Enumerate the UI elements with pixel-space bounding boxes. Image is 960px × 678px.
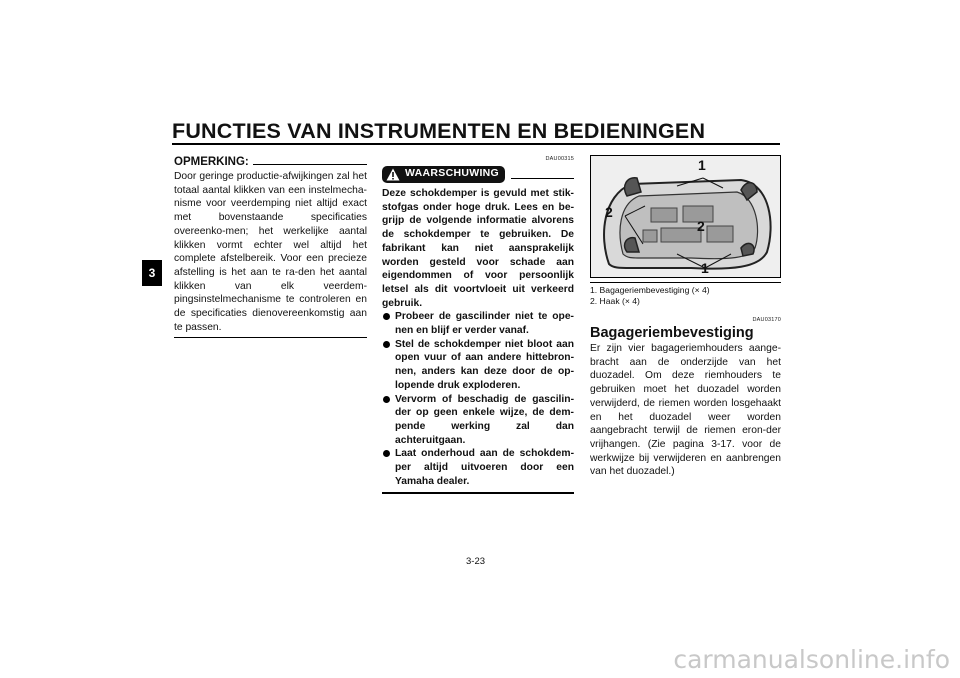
note-title: OPMERKING: [174,155,249,168]
list-item: Laat onderhoud aan de schokdem-per altijd uitvoeren door een Yamaha dealer. [382,447,574,488]
section-title: Bagageriembevestiging [590,325,754,341]
list-item: Stel de schokdemper niet bloot aan open vuur of aan andere hittebron-nen, anders kan deze door de op-lopende druk exploderen. [382,338,574,393]
bullet-icon [383,341,390,348]
callout-1-top: 1 [698,157,706,173]
note-text: Door geringe productie-afwijkingen zal het totaal aantal klikken van een instelmecha-nisme voor veerdemping niet altijd exact met bovenstaande specificaties overeenko-men; het werkelijke aantal klikken vormt echter wel altijd het complete afstelbereik. Voor een precieze afstelling is het aan te ra-den het aantal klikken van elk veerdem-pingsinstelmechanisme te controleren en de specificaties dienovereenkomstig aan te passen. [174,171,367,333]
note-heading [174,155,367,170]
section-text: Er zijn vier bagageriemhouders aange-bracht aan de onderzijde van het duozadel. Om deze riemhouders te gebruiken moet het duozadel worden verwijderd, de riemen worden losgehaakt en het duozadel weer worden aangebracht terwijl de riemen eron-der vrijhangen. (Zie pagina 3-17. voor de werkwijze bij verwijderen en aanbrengen van het duozadel.) [590,343,781,478]
note-title-rule [253,164,367,165]
warning-end-rule [382,492,574,494]
legend-item: 1. Bagageriembevestiging (× 4) [590,285,710,295]
bullet-icon [383,450,390,457]
bullet-icon [383,313,390,320]
list-item: Vervorm of beschadig de gascilin-der op geen enkele wijze, de dem-pende werking zal dan achteruitgaan. [382,393,574,448]
note-end-rule [174,337,367,338]
column-luggage [590,155,781,479]
warning-bullets [382,310,574,488]
chapter-tab: 3 [142,260,162,286]
warning-triangle-icon [386,168,400,181]
callout-2-mid: 2 [697,218,705,234]
page-number: 3-23 [466,556,486,567]
title-rule [172,143,780,145]
column-warning [382,155,574,494]
section-code: DAU03170 [752,317,781,323]
bullet-icon [383,396,390,403]
legend-item: 2. Haak (× 4) [590,296,640,306]
list-item: Probeer de gascilinder niet te ope-nen en blijf er verder vanaf. [382,310,574,337]
callout-2-left: 2 [605,204,613,220]
figure-rule [590,282,781,283]
callout-1-bottom: 1 [701,260,709,276]
seat-strap-figure [590,155,781,278]
page-title: FUNCTIES VAN INSTRUMENTEN EN BEDIENINGEN [172,119,706,143]
warning-code: DAU00315 [545,156,574,162]
column-note [174,155,367,338]
warning-badge [382,166,505,183]
seat-underside-illustration [591,156,781,278]
warning-label: WAARSCHUWING [405,167,500,180]
warning-heading-rule [511,178,574,179]
warning-heading [382,164,574,184]
figure-legend [590,285,781,307]
watermark: carmanualsonline.info [673,645,950,674]
warning-text: Deze schokdemper is gevuld met stik-stofgas onder hoge druk. Lees en be-grijp de volgende informatie alvorens de schokdemper te gebruiken. De fabrikant kan niet aansprakelijk worden gesteld voor schade aan eigendommen of voor persoonlijk letsel als dit voortvloeit uit verkeerd gebruik. [382,188,574,309]
